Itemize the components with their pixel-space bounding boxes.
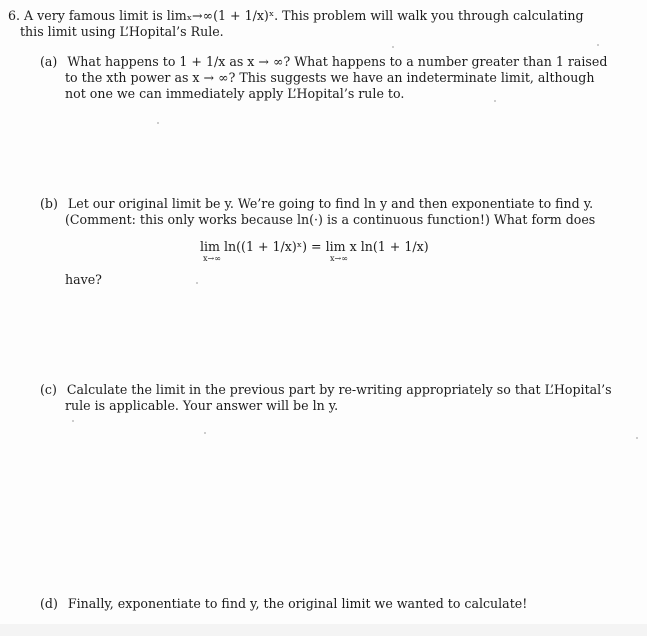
part-a-label: (a) [40, 54, 58, 69]
scan-speck [196, 282, 198, 284]
part-c-label: (c) [40, 382, 57, 397]
problem-intro-line-2: this limit using L’Hopital’s Rule. [20, 24, 224, 39]
scan-speck [636, 437, 638, 439]
equation-subscript-right: x→∞ [330, 254, 348, 263]
scan-speck [72, 420, 74, 422]
part-c-line-1 [40, 382, 612, 398]
part-a-text-1: What happens to 1 + 1/x as x → ∞? What happens to a number greater than 1 raised [67, 54, 608, 69]
limit-equation: lim ln((1 + 1/x)ˣ) = lim x ln(1 + 1/x) [200, 239, 429, 254]
part-b-label: (b) [40, 196, 58, 211]
part-d-text-1: Finally, exponentiate to find y, the original limit we wanted to calculate! [67, 596, 528, 611]
part-b-line-3: have? [65, 272, 102, 287]
page-bottom-edge [0, 624, 647, 636]
scan-speck [494, 100, 496, 102]
scan-speck [157, 122, 159, 124]
equation-subscript-left: x→∞ [203, 254, 221, 263]
part-b-line-2: (Comment: this only works because ln(·) is a continuous function!) What form does [65, 212, 596, 227]
scan-speck [392, 46, 394, 48]
scan-speck [204, 432, 206, 434]
part-b-line-1 [40, 196, 593, 212]
part-d-label: (d) [40, 596, 58, 611]
part-a-line-1 [40, 54, 607, 70]
scan-speck [597, 44, 599, 46]
part-c-line-2: rule is applicable. Your answer will be ln y. [65, 398, 339, 413]
part-b-text-1: Let our original limit be y. We’re going to find ln y and then exponentiate to find y. [67, 196, 594, 211]
problem-number: 6. [8, 8, 21, 23]
problem-intro-text-1: A very famous limit is limₓ→∞(1 + 1/x)ˣ. This problem will walk you through calculating [24, 8, 584, 23]
part-a-line-3: not one we can immediately apply L’Hopital’s rule to. [65, 86, 405, 101]
problem-intro-line-1 [8, 8, 584, 24]
part-a-line-2: to the xth power as x → ∞? This suggests we have an indeterminate limit, although [65, 70, 595, 85]
part-d-line-1 [40, 596, 527, 612]
part-c-text-1: Calculate the limit in the previous part by re-writing appropriately so that L’Hopital’s [66, 382, 612, 397]
